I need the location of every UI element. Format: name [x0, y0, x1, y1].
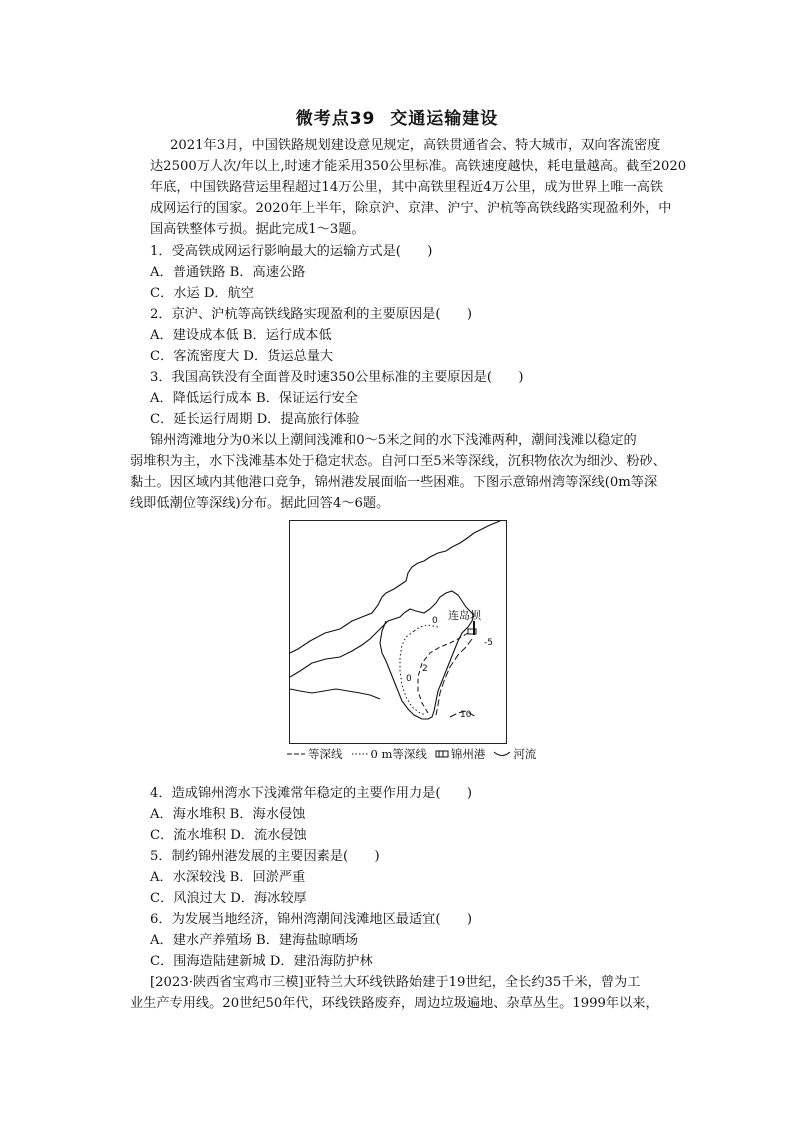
title-prefix: 微考点39 — [295, 109, 376, 129]
legend-zero-isobath — [351, 746, 427, 762]
port-legend-icon — [435, 749, 449, 759]
intro-line: 成网运行的国家。2020年上半年，除京沪、京津、沪宁、沪杭等高铁线路实现盈利外，中 — [150, 201, 672, 216]
legend-port-label: 锦州港 — [450, 747, 486, 761]
question-stem: 5．制约锦州港发展的主要因素是( ) — [150, 849, 380, 864]
question-stem: 6．为发展当地经济，锦州湾潮间浅滩地区最适宜( ) — [150, 912, 472, 927]
question-stem: 4．造成锦州湾水下浅滩常年稳定的主要作用力是( ) — [150, 786, 472, 801]
river — [290, 689, 380, 699]
footer-line: [2023·陕西省宝鸡市三模]亚特兰大环线铁路始建于19世纪，全长约35千米，曾为工 — [150, 975, 641, 990]
jinzhou-line: 弱堆积为主，水下浅滩基本处于稳定状态。自河口至5米等深线，沉积物依次为细沙、粉砂、 — [130, 454, 666, 469]
isobath-label-5: -5 — [484, 638, 493, 648]
legend-river — [493, 746, 536, 762]
isobath-label-2: 2 — [422, 664, 428, 674]
map-legend — [286, 746, 536, 762]
title-main: 交通运输建设 — [390, 109, 499, 129]
jinzhou-line: 线即低潮位等深线)分布。据此回答4～6题。 — [130, 496, 390, 511]
legend-river-label: 河流 — [513, 747, 537, 761]
footer-line: 业生产专用线。20世纪50年代，环线铁路废弃，周边垃圾遍地、杂草丛生。1999年以来， — [130, 996, 659, 1011]
question-option: A．降低运行成本 B．保证运行安全 — [150, 391, 359, 406]
legend-isobath — [286, 746, 343, 762]
isobath-legend-icon — [286, 749, 306, 759]
question-option: A．建水产养殖场 B．建海盐晾晒场 — [150, 933, 359, 948]
legend-isobath-label: 等深线 — [308, 747, 343, 761]
intro-line: 2021年3月，中国铁路规划建设意见规定，高铁贯通省会、特大城市，双向客流密度 — [170, 138, 661, 153]
map-figure — [290, 521, 506, 743]
isobath-label-0: 0 — [432, 616, 438, 626]
west-coastline — [380, 621, 428, 719]
question-option: C．客流密度大 D．货运总量大 — [150, 349, 334, 364]
question-option: C．围海造陆建新城 D．建沿海防护林 — [150, 954, 373, 969]
isobath-label-10: 10 — [460, 710, 472, 720]
intro-line: 达2500万人次/年以上,时速才能采用350公里标准。高铁速度越快，耗电量越高。截至2020 — [150, 159, 687, 174]
question-option: C．流水堆积 D．流水侵蚀 — [150, 828, 307, 843]
intro-line: 国高铁整体亏损。据此完成1～3题。 — [150, 222, 365, 237]
question-stem: 2．京沪、沪杭等高铁线路实现盈利的主要原因是( ) — [150, 307, 472, 322]
question-option: A．海水堆积 B．海水侵蚀 — [150, 807, 306, 822]
question-stem: 1．受高铁成网运行影响最大的运输方式是( ) — [150, 244, 433, 259]
question-stem: 3．我国高铁没有全面普及时速350公里标准的主要原因是( ) — [150, 370, 524, 385]
jinzhou-line: 锦州湾滩地分为0米以上潮间浅滩和0～5米之间的水下浅滩两种，潮间浅滩以稳定的 — [150, 433, 637, 448]
bay-coastline — [290, 591, 474, 719]
river-legend-icon — [493, 749, 511, 759]
page-title — [0, 104, 794, 129]
legend-port — [435, 746, 486, 762]
question-option: C．水运 D．航空 — [150, 286, 254, 301]
intro-line: 年底，中国铁路营运里程超过14万公里，其中高铁里程近4万公里，成为世界上唯一高铁 — [150, 180, 664, 195]
question-option: A．水深较浅 B．回淤严重 — [150, 870, 306, 885]
dam-label: 连岛坝 — [448, 609, 481, 622]
question-option: A．普通铁路 B．高速公路 — [150, 265, 306, 280]
jinzhou-bay-map — [289, 520, 507, 744]
isobath-label-0b: 0 — [406, 674, 412, 684]
jinzhou-line: 黏土。因区域内其他港口竞争，锦州港发展面临一些困难。下图示意锦州湾等深线(0m等深 — [130, 475, 658, 490]
legend-zero-isobath-label: 0 m等深线 — [370, 747, 427, 761]
zero-isobath-legend-icon — [351, 749, 369, 759]
question-option: C．延长运行周期 D．提高旅行体验 — [150, 412, 360, 427]
question-option: C．风浪过大 D．海冰较厚 — [150, 891, 307, 906]
question-option: A．建设成本低 B．运行成本低 — [150, 328, 332, 343]
